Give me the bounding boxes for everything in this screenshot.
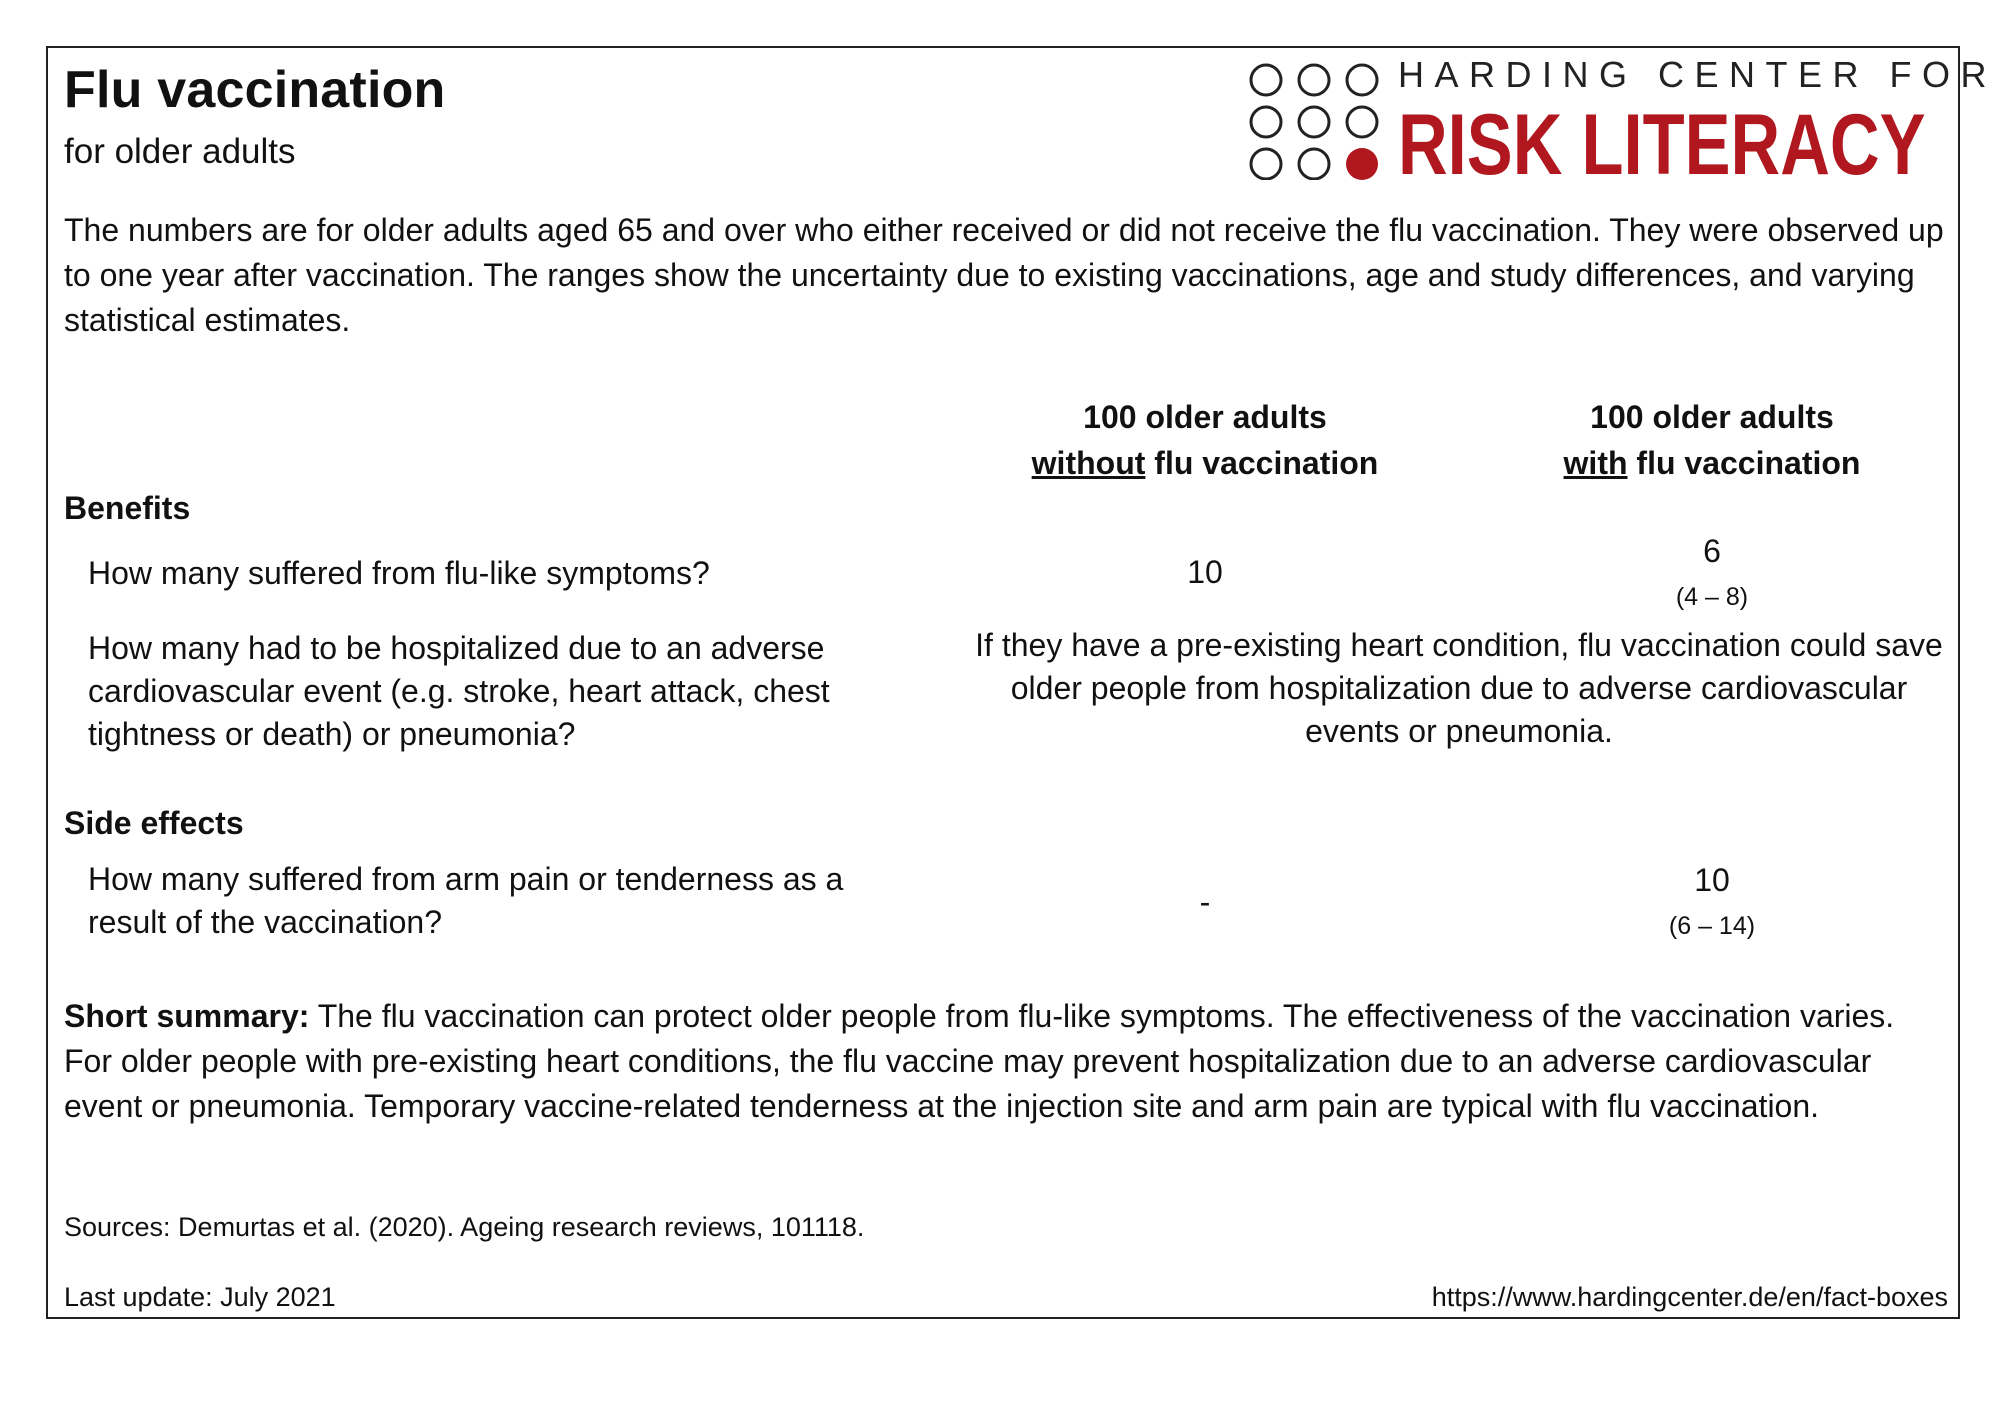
column-header-line: 100 older adults [1083,399,1327,435]
value-with-arm-pain: 10 [1694,862,1730,898]
harding-center-logo[interactable] [1246,54,1998,193]
range-with-flu-symptoms: (4 – 8) [1675,583,1749,611]
column-header-without-vaccination [985,394,1425,486]
section-heading-side-effects: Side effects [64,805,244,841]
sources-citation: Sources: Demurtas et al. (2020). Ageing research reviews, 101118. [64,1212,865,1242]
column-header-line: 100 older adults [1590,399,1834,435]
column-header-with-vaccination [1492,394,1932,486]
section-heading-benefits: Benefits [64,490,191,526]
value-without-flu-symptoms: 10 [1187,554,1223,590]
column-header-emphasis: with [1563,445,1628,481]
nine-dot-circles-icon [1246,60,1386,180]
short-summary [64,994,1944,1129]
logo-text-harding-center: HARDING CENTER FOR [1398,54,1998,95]
logo-text-risk-literacy: RISK LITERACY [1398,97,1926,193]
column-header-emphasis: without [1031,445,1146,481]
page-subtitle: for older adults [64,132,296,171]
short-summary-label: Short summary: [64,998,310,1034]
question-arm-pain: How many suffered from arm pain or tenderness as a result of the vaccination? [88,861,844,940]
page-title: Flu vaccination [64,61,446,119]
fact-boxes-link[interactable]: https://www.hardingcenter.de/en/fact-boxes [1431,1282,1948,1312]
value-without-arm-pain: - [1199,884,1211,920]
merged-answer-hospitalization: If they have a pre-existing heart condition, flu vaccination could save older people from hospitalization due to adverse cardiovascular events or pneumonia. [975,627,1943,749]
question-hospitalization: How many had to be hospitalized due to an adverse cardiovascular event (e.g. stroke, heart attack, chest tightness or death) or pneumonia? [88,630,830,752]
intro-paragraph: The numbers are for older adults aged 65 and over who either received or did not receive the flu vaccination. They were observed up to one year after vaccination. The ranges show the uncertainty due to existing vaccinations, age and study differences, and varying statistical estimates. [64,212,1944,338]
value-with-flu-symptoms: 6 [1703,533,1721,569]
column-header-rest: flu vaccination [1145,445,1379,481]
short-summary-text: The flu vaccination can protect older people from flu-like symptoms. The effectiveness of the vaccination varies. For older people with pre-existing heart conditions, the flu vaccine may prevent hospitalization due to an adverse cardiovascular event or pneumonia. Temporary vaccine-related tenderness at the injection site and arm pain are typical with flu vaccination. [64,998,1895,1124]
column-header-rest: flu vaccination [1627,445,1861,481]
range-with-arm-pain: (6 – 14) [1668,912,1756,940]
question-flu-like-symptoms: How many suffered from flu-like symptoms? [88,555,710,591]
last-update: Last update: July 2021 [64,1282,336,1312]
